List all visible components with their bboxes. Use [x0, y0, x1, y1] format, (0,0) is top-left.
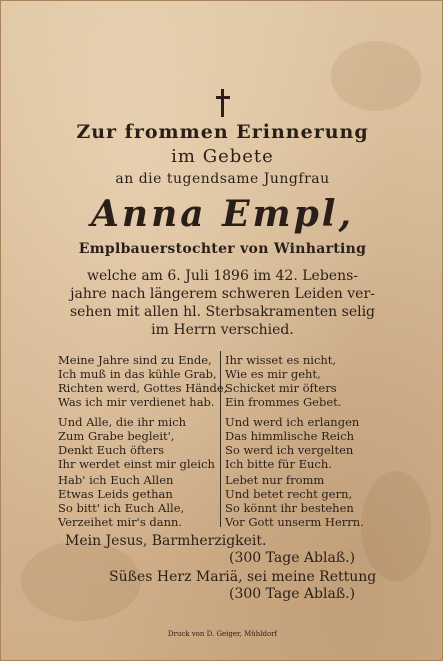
- verse-line: Denkt Euch öfters: [58, 443, 164, 457]
- verse-line: So könnt ihr bestehen: [225, 501, 354, 515]
- subtitle: Emplbauerstochter von Winharting: [78, 241, 367, 257]
- body-line: jahre nach längerem schweren Leiden ver-: [70, 286, 375, 302]
- verse-line: So bitt' ich Euch Alle,: [58, 501, 185, 515]
- verse-right-2: [225, 415, 359, 471]
- death-notice: [1, 267, 443, 339]
- verse-line: Und Alle, die ihr mich: [58, 415, 187, 429]
- verse-line: Ein frommes Gebet.: [225, 395, 342, 409]
- verse-line: Wie es mir geht,: [225, 367, 321, 381]
- verse-right-3: [225, 473, 364, 529]
- verse-right-1: [225, 353, 341, 409]
- paper-stain: [361, 471, 431, 581]
- verse-line: Ich bitte für Euch.: [225, 457, 332, 471]
- verse-line: Ihr werdet einst mir gleich: [58, 457, 215, 471]
- indulgence-2: (300 Tage Ablaß.): [229, 586, 356, 602]
- verse-line: Lebet nur fromm: [225, 473, 325, 487]
- body-line: welche am 6. Juli 1896 im 42. Lebens-: [86, 268, 358, 284]
- printer-imprint: Druck von D. Geiger, Mühldorf: [167, 630, 278, 638]
- body-line: sehen mit allen hl. Sterbsakramenten selig: [69, 304, 376, 320]
- heading-line-3: an die tugendsame Jungfrau: [115, 171, 330, 187]
- indulgence-1: (300 Tage Ablaß.): [229, 550, 356, 566]
- verse-line: So werd ich vergelten: [225, 443, 354, 457]
- verse-left-2: [58, 415, 215, 471]
- prayer-line-2: Süßes Herz Mariä, sei meine Rettung: [109, 569, 377, 585]
- body-line: im Herrn verschied.: [151, 322, 294, 338]
- verse-line: Was ich mir verdienet hab.: [58, 395, 215, 409]
- verse-line: Das himmlische Reich: [225, 429, 355, 443]
- verse-line: Richten werd, Gottes Hände,: [58, 381, 228, 395]
- cross-icon: [214, 89, 232, 117]
- verse-left-3: [58, 473, 184, 529]
- heading-line-2: im Gebete: [171, 146, 274, 167]
- prayer-line-1: Mein Jesus, Barmherzigkeit.: [65, 533, 267, 549]
- verse-line: Und werd ich erlangen: [225, 415, 360, 429]
- paper-stain: [331, 41, 421, 111]
- verse-line: Verzeihet mir's dann.: [58, 515, 183, 529]
- verse-line: Schicket mir öfters: [225, 381, 337, 395]
- verse-line: Meine Jahre sind zu Ende,: [58, 353, 212, 367]
- verse-line: Hab' ich Euch Allen: [58, 473, 174, 487]
- verse-left-1: [58, 353, 227, 409]
- verse-line: Zum Grabe begleit',: [58, 429, 175, 443]
- verse-line: Ich muß in das kühle Grab,: [58, 367, 217, 381]
- verse-line: Ihr wisset es nicht,: [225, 353, 337, 367]
- verse-line: Vor Gott unserm Herrn.: [225, 515, 364, 529]
- deceased-name: Anna Empl,: [90, 193, 355, 235]
- verse-line: Etwas Leids gethan: [58, 487, 173, 501]
- verse-line: Und betet recht gern,: [225, 487, 353, 501]
- heading-line-1: Zur frommen Erinnerung: [76, 121, 369, 143]
